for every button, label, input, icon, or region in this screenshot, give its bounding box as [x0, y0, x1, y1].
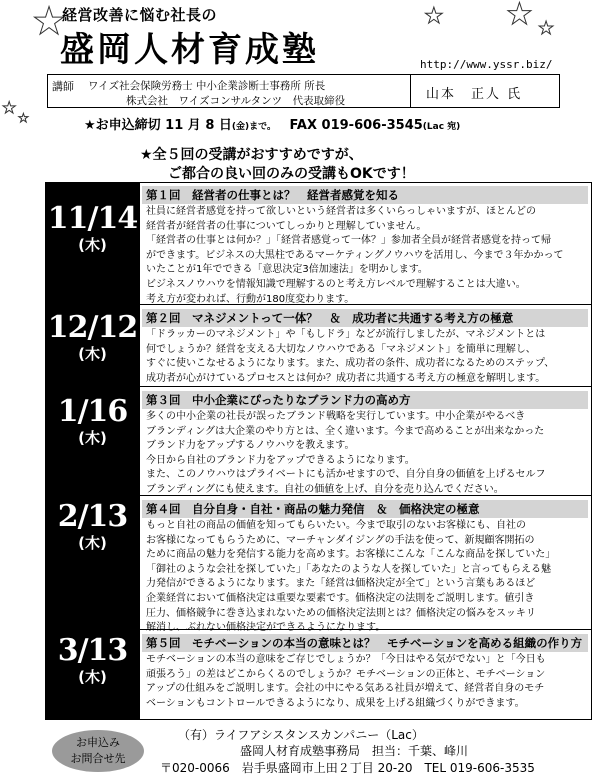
session-body-line: 今日から自社のブランド力をアップできるようになります。: [146, 454, 415, 466]
deadline-date: ★お申込締切 11 月 8 日: [84, 118, 232, 133]
deadline-weekday: (金): [231, 122, 250, 132]
session-body-line: 企業経営において価格決定は重要な要素です。価格決定の法則をご説明します。値引き: [146, 592, 535, 604]
session-body-line: 何でしょうか？経営を支える大切なノウハウである「マネジメント」を簡単に理解し、: [146, 343, 536, 355]
session-body-line: ベーションもコントロールできるようになり、成果を上げる組織づくりができます。: [146, 697, 525, 709]
fax-number: FAX 019-606-3545: [289, 118, 423, 133]
page-title: 盛岡人材育成塾: [60, 30, 319, 70]
contact-badge-line-1: お申込み: [76, 736, 120, 749]
session-body-line: 「ドラッカーのマネジメント」や「もしドラ」などが流行しましたが、マネジメントとは: [146, 329, 546, 340]
contact-badge: [52, 730, 144, 772]
lecturer-name: 山本 正人 氏: [426, 87, 523, 102]
session-title: 第３回 中小企業にぴったりなブランド力の高め方: [142, 391, 588, 409]
session-date: 3/13: [57, 633, 128, 668]
session-body-line: 社員に経営者感覚を持って欲しいという経営者は多くいらっしゃいますが、ほとんどの: [146, 206, 536, 217]
lecturer-affiliation-2: 株式会社 ワイズコンサルタンツ 代表取締役: [126, 95, 346, 107]
star-icon: ★: [424, 4, 444, 29]
session-body-line: ビジネスノウハウを情報知識で理解するのと考え方レベルで理解することは大違い。: [146, 278, 526, 290]
session-date-cell: [45, 182, 140, 304]
session-3: [45, 387, 592, 496]
session-4: [45, 496, 592, 634]
session-weekday: (木): [78, 236, 107, 254]
contact-badge-line-2: お問合せ先: [70, 752, 126, 765]
website-url[interactable]: http://www.yssr.biz/: [420, 58, 553, 71]
session-2: [45, 305, 592, 387]
session-body-line: 圧力、価格競争に巻き込まれないための価格決定法則とは？価格決定の悩みをスッキリ: [146, 607, 536, 619]
lecturer-label: 講師: [52, 80, 74, 93]
session-weekday: (木): [78, 668, 107, 686]
session-date-cell: [45, 496, 140, 629]
session-date-cell: [45, 630, 140, 720]
session-date: 1/16: [57, 394, 128, 429]
session-body-line: ブランディングにも使えます。自社の価値を上げ、自分を売り込んでください。: [146, 483, 504, 495]
contact-address: 〒020-0066 岩手県盛岡市上田２丁目 20-20 TEL 019-606-3535: [160, 761, 535, 775]
recommendation-line-2: ご都合の良い回のみの受講もOKです！: [168, 166, 415, 182]
session-date-cell: [45, 305, 140, 386]
session-body-line: 「経営者の仕事とは何か？」「経営者感覚って一体？」参加者全員が経営者感覚を持って帰: [146, 235, 551, 247]
contact-company: （有）ライフアシスタンスカンパニー（Lac）: [178, 728, 424, 742]
session-content: [142, 186, 588, 308]
session-weekday: (木): [78, 429, 107, 447]
star-icon: ★: [32, 0, 67, 43]
fax-note: (Lac 宛): [422, 122, 461, 132]
session-body-line: ブランド力をアップするノウハウを教えます。: [146, 440, 355, 452]
session-content: [142, 634, 588, 712]
session-content: [142, 309, 588, 387]
session-5: [45, 630, 592, 720]
session-body: [142, 409, 588, 499]
session-body-line: 考え方が変われば、行動が180度変わります。: [146, 293, 355, 305]
session-title: 第１回 経営者の仕事とは？ 経営者感覚を知る: [142, 186, 588, 204]
session-body-line: 解消し、ぶれない価格決定ができるようになります。: [146, 622, 386, 634]
divider: [410, 75, 411, 107]
lecturer-affiliation-1: ワイズ社会保険労務士 中小企業診断士事務所 所長: [88, 80, 326, 92]
session-body-line: 頑張ろう」の差はどこからくるのでしょうか？モチベーションの正体と、モチベーション: [146, 668, 546, 680]
session-date: 12/12: [47, 310, 138, 345]
session-content: [142, 391, 588, 499]
session-date: 11/14: [47, 201, 138, 236]
session-body-line: お客様になってもらうために、マーチャンダイジングの手法を使って、新規顧客開拓の: [146, 534, 535, 546]
star-icon: ★: [18, 111, 29, 125]
session-body-line: 「御社のような会社を探していた」「あなたのような人を探していた」と言ってもらえる魅: [146, 563, 551, 575]
session-body-line: ブランディングは大企業のやり方とは、全く違います。今まで高めることが出来なかった: [146, 425, 545, 437]
session-weekday: (木): [78, 534, 107, 552]
session-body-line: また、このノウハウはプライベートにも活かせますので、自分自身の価値を上げるセルフ: [146, 469, 546, 481]
session-body: [142, 518, 588, 637]
session-title: 第５回 モチベーションの本当の意味とは？ モチベーションを高める組織の作り方: [142, 634, 588, 652]
application-deadline: [84, 114, 460, 133]
star-icon: ★: [506, 0, 533, 32]
deadline-suffix: まで。: [249, 122, 276, 132]
star-icon: ★: [538, 18, 555, 39]
session-body-line: 成功者が心がけているプロセスとは何か？成功者に共通する考え方の極意を解明します。: [146, 372, 546, 384]
session-body-line: ために商品の魅力を発信する能力を高めます。お客様にこんな「こんな商品を探していた」: [146, 549, 556, 561]
recommendation-note: [140, 146, 580, 184]
recommendation-line-1: ★全５回の受講がおすすめですが、: [140, 147, 363, 163]
session-body: [142, 652, 588, 712]
session-date: 2/13: [57, 499, 128, 534]
star-icon: ★: [2, 98, 17, 117]
session-body-line: すぐに使いこなせるようになります。また、成功者の条件、成功者になるためのステップ、: [146, 358, 555, 370]
session-date-cell: [45, 387, 140, 495]
lecturer-box: [47, 74, 560, 108]
session-weekday: (木): [78, 345, 107, 363]
session-body: [142, 204, 588, 308]
session-body-line: いたことが1年でできる「意思決定3倍加速法」を明かします。: [146, 264, 428, 276]
subtitle: 経営改善に悩む社長の: [62, 6, 218, 24]
session-content: [142, 500, 588, 637]
session-title: 第２回 マネジメントって一体？ ＆ 成功者に共通する考え方の極意: [142, 309, 588, 327]
session-body-line: 経営者が経営者の仕事についてしっかりと理解していません。: [146, 220, 427, 232]
session-body: [142, 327, 588, 387]
session-1: [45, 182, 592, 305]
session-body-line: アップの仕組みをご説明します。会社の中にやる気ある社員が増えて、経営者自身のモチ: [146, 683, 545, 695]
session-body-line: モチベーションの本当の意味をご存じでしょうか？「今日はやる気がでない」と「今日も: [146, 654, 546, 665]
session-body-line: ができます。ビジネスの大黒柱であるマーケティングノウハウを活用し、今まで３年かかって: [146, 249, 564, 261]
contact-office: 盛岡人材育成塾事務局 担当：千葉、峰川: [240, 744, 469, 758]
session-body-line: 多くの中小企業の社長が誤ったブランド戦略を実行しています。中小企業がやるべき: [146, 411, 526, 422]
session-body-line: もっと自社の商品の価値を知ってもらいたい。今まで取引のないお客様にも、自社の: [146, 520, 526, 531]
session-body-line: 力発信ができるようになります。また「経営は価格決定が全て」という言葉もあるほど: [146, 578, 536, 590]
session-title: 第４回 自分自身・自社・商品の魅力発信 ＆ 価格決定の極意: [142, 500, 588, 518]
